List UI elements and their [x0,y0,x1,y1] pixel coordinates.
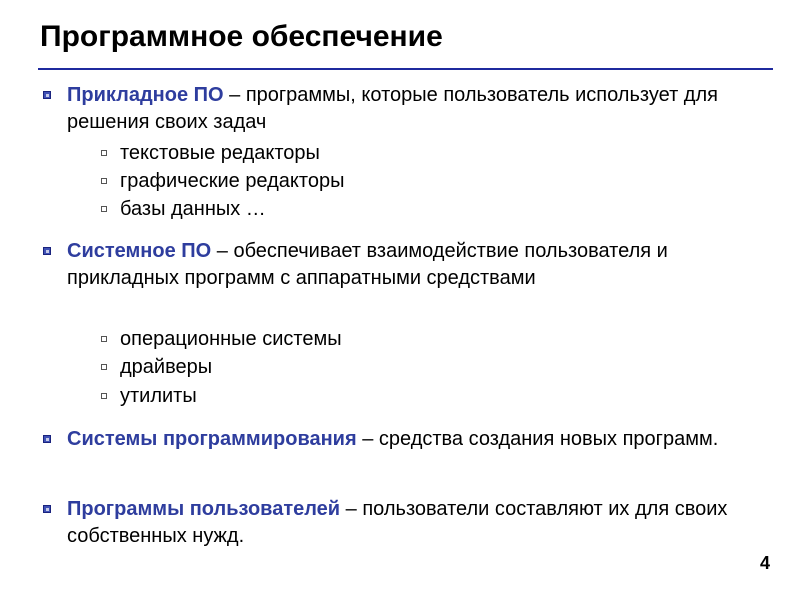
description-user-programs: – пользователи составляют их для своих собственных нужд. [67,498,728,547]
bullet-item-user-programs [67,496,767,549]
square-bullet-icon [43,247,51,255]
sub-item-label: текстовые редакторы [120,142,320,164]
sub-item-label: драйверы [120,356,213,378]
sub-item-graphic-editors [120,168,344,195]
slide-title: Программное обеспечение [40,20,443,53]
bullet-item-applied-software [67,82,767,135]
hollow-square-bullet-icon [101,178,107,184]
term-system-software: Системное ПО [67,240,212,262]
sub-item-label: операционные системы [120,328,342,350]
term-applied-software: Прикладное ПО [67,84,224,106]
sub-item-utilities [120,383,197,410]
description-applied-software: – программы, которые пользователь использует для решения своих задач [67,84,718,133]
hollow-square-bullet-icon [101,364,107,370]
description-programming-systems: – средства создания новых программ. [356,428,719,450]
term-user-programs: Программы пользователей [67,498,341,520]
square-bullet-icon [43,505,51,513]
sub-item-text-editors [120,140,320,167]
sub-item-label: базы данных … [120,198,266,220]
term-programming-systems: Системы программирования [67,428,357,450]
page-number: 4 [759,553,770,573]
bullet-item-system-software [67,238,767,291]
sub-item-operating-systems [120,326,342,353]
sub-item-label: графические редакторы [120,170,345,192]
hollow-square-bullet-icon [101,336,107,342]
hollow-square-bullet-icon [101,206,107,212]
bullet-item-programming-systems [67,426,767,453]
square-bullet-icon [43,91,51,99]
sub-item-drivers [120,354,212,381]
sub-item-databases [120,196,266,223]
description-system-software: – обеспечивает взаимодействие пользователя и прикладных программ с аппаратными средствами [67,240,668,289]
title-underline [38,68,773,70]
hollow-square-bullet-icon [101,393,107,399]
sub-item-label: утилиты [120,385,197,407]
square-bullet-icon [43,435,51,443]
hollow-square-bullet-icon [101,150,107,156]
